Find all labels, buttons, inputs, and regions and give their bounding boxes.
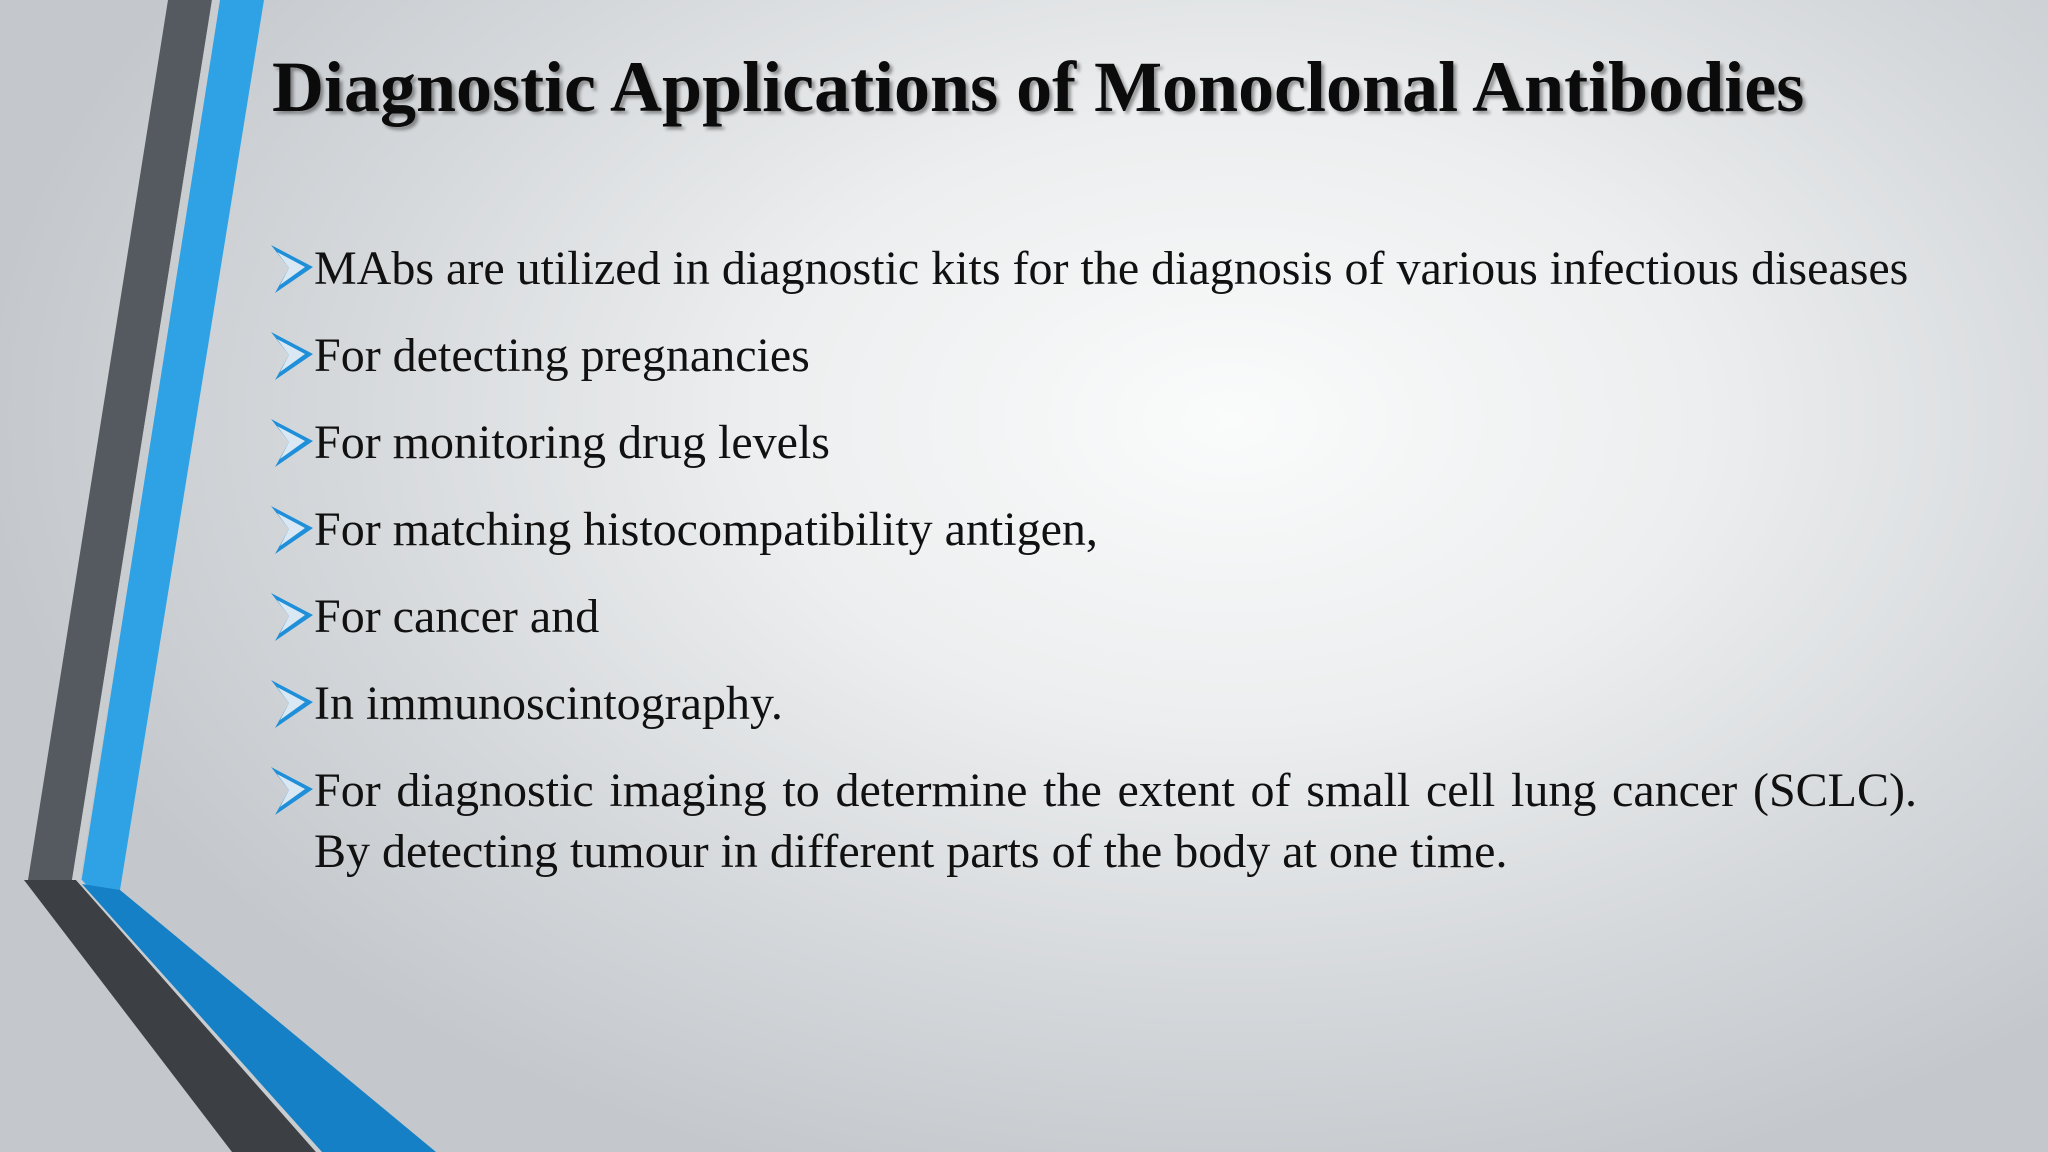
light-separator-lower-stripe <box>76 880 322 1152</box>
arrow-bullet-icon <box>269 243 315 295</box>
bullet-text: For matching histocompatibility antigen, <box>314 503 1098 556</box>
bullet-text: MAbs are utilized in diagnostic kits for the diagnosis of various infectious diseases <box>314 242 1909 295</box>
bullet-item <box>272 325 1917 386</box>
arrow-bullet-icon <box>269 678 315 730</box>
bullet-list <box>272 238 1917 908</box>
arrow-bullet-icon <box>269 330 315 382</box>
arrow-bullet-icon <box>269 765 315 817</box>
bullet-text: For detecting pregnancies <box>314 329 810 382</box>
bullet-text: For monitoring drug levels <box>314 416 830 469</box>
bullet-text: In immunoscintography. <box>314 677 783 730</box>
arrow-bullet-icon <box>269 591 315 643</box>
arrow-bullet-icon <box>269 504 315 556</box>
bullet-item <box>272 238 1917 299</box>
arrow-bullet-icon <box>269 417 315 469</box>
bullet-text: For cancer and <box>314 590 600 643</box>
bullet-item <box>272 760 1917 882</box>
light-separator-stripe <box>72 0 220 880</box>
bullet-text: For diagnostic imaging to determine the extent of small cell lung cancer (SCLC). By detecting tumour in different parts of the body at one time. <box>314 764 1917 878</box>
bullet-item <box>272 412 1917 473</box>
bullet-item <box>272 673 1917 734</box>
slide-title: Diagnostic Applications of Monoclonal Antibodies <box>272 47 1805 127</box>
bullet-item <box>272 586 1917 647</box>
dark-gray-lower-stripe <box>24 880 316 1152</box>
bullet-item <box>272 499 1917 560</box>
